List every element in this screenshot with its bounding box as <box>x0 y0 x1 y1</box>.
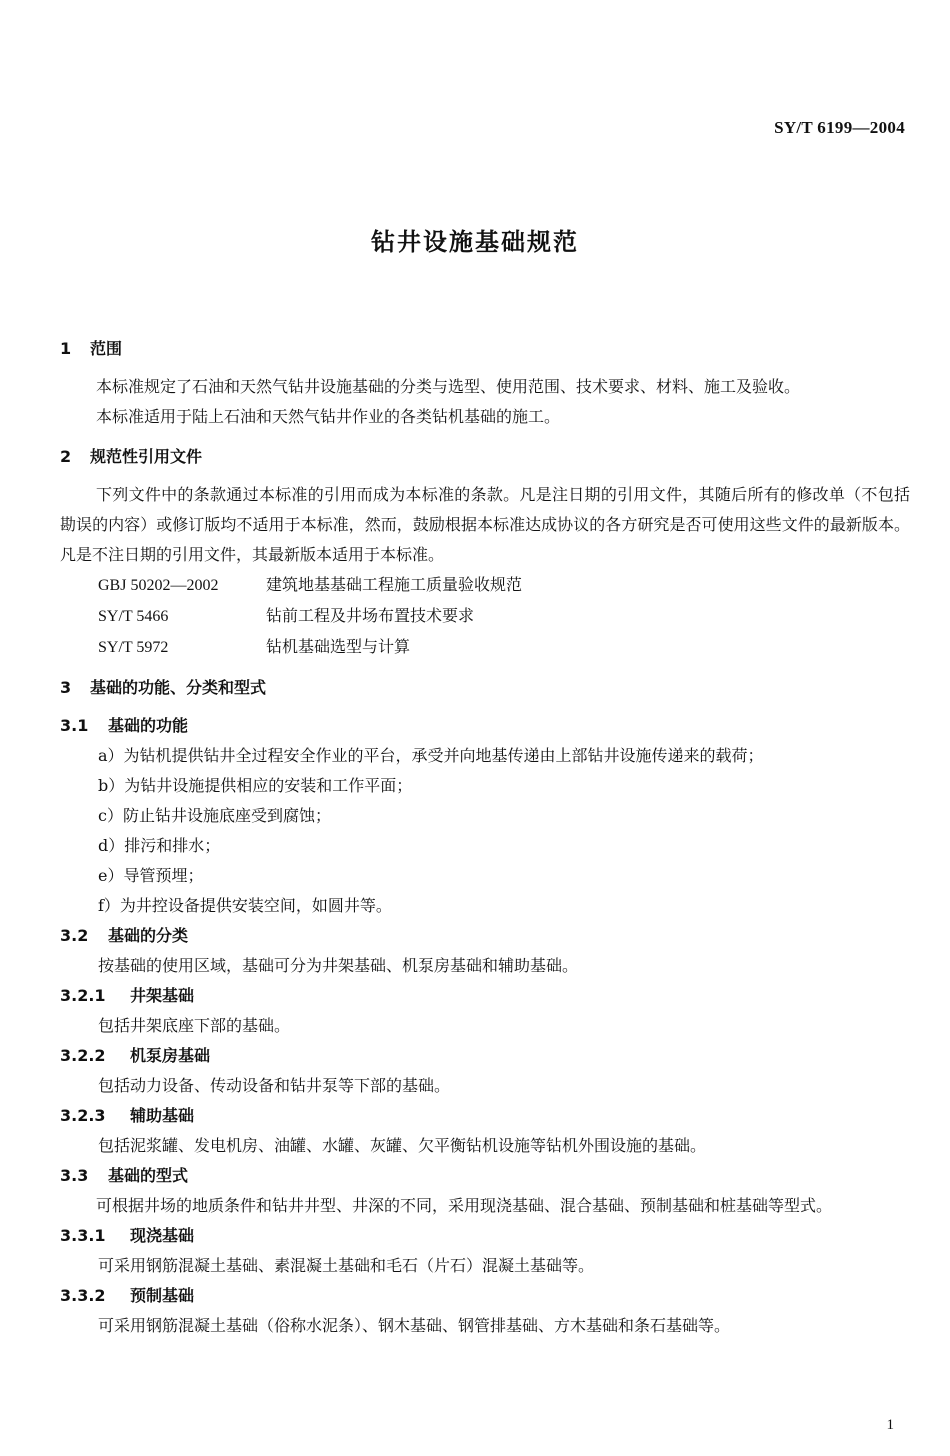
clause-heading <box>60 981 910 1011</box>
section-title: 基础的功能、分类和型式 <box>90 678 267 697</box>
clause-heading <box>60 1221 910 1251</box>
section-title: 范围 <box>90 339 123 358</box>
clause-number: 3.2.2 <box>60 1046 106 1065</box>
clause-number: 3.3.1 <box>60 1226 106 1245</box>
section-number: 2 <box>60 447 72 466</box>
clause-heading <box>60 1281 910 1311</box>
section-heading <box>60 442 910 472</box>
clause-number: 3.2.3 <box>60 1106 106 1125</box>
section-heading <box>60 334 910 364</box>
section-heading <box>60 673 910 703</box>
paragraph: 下列文件中的条款通过本标准的引用而成为本标准的条款。凡是注日期的引用文件，其随后所有的修改单（不包括勘误的内容）或修订版均不适用于本标准，然而，鼓励根据本标准达成协议的各方研究是否可使用这些文件的最新版本。凡是不注日期的引用文件，其最新版本适用于本标准。 <box>60 485 910 564</box>
list-item: a）为钻机提供钻井全过程安全作业的平台，承受并向地基传递由上部钻井设施传递来的载荷； <box>98 746 764 765</box>
list-item: c）防止钻井设施底座受到腐蚀； <box>98 806 331 825</box>
page-number: 1 <box>886 1417 894 1433</box>
clause-title: 机泵房基础 <box>130 1046 211 1065</box>
reference-title: 钻机基础选型与计算 <box>266 637 411 656</box>
subsection-number: 3.3 <box>60 1166 89 1185</box>
section-number: 1 <box>60 339 72 358</box>
clause-heading <box>60 1101 910 1131</box>
section-title: 规范性引用文件 <box>90 447 203 466</box>
standard-code: SY/T 6199—2004 <box>774 118 905 137</box>
clause-title: 井架基础 <box>130 986 195 1005</box>
section-number: 3 <box>60 678 72 697</box>
document-title: 钻井设施基础规范 <box>371 228 579 256</box>
clause-title: 现浇基础 <box>130 1226 195 1245</box>
subsection-number: 3.1 <box>60 716 89 735</box>
list-item: e）导管预埋； <box>98 866 204 885</box>
list-item: f）为井控设备提供安装空间，如圆井等。 <box>98 896 392 915</box>
list-item: b）为钻井设施提供相应的安装和工作平面； <box>98 776 413 795</box>
paragraph: 本标准适用于陆上石油和天然气钻井作业的各类钻机基础的施工。 <box>96 407 561 426</box>
paragraph: 可采用钢筋混凝土基础（俗称水泥条）、钢木基础、钢管排基础、方木基础和条石基础等。 <box>98 1316 731 1335</box>
subsection-heading <box>60 1161 910 1191</box>
list-item: d）排污和排水； <box>98 836 221 855</box>
clause-title: 预制基础 <box>130 1286 195 1305</box>
reference-code: GBJ 50202—2002 <box>98 577 219 594</box>
reference-title: 建筑地基基础工程施工质量验收规范 <box>266 575 523 594</box>
paragraph: 包括泥浆罐、发电机房、油罐、水罐、灰罐、欠平衡钻机设施等钻机外围设施的基础。 <box>98 1136 707 1155</box>
paragraph: 本标准规定了石油和天然气钻井设施基础的分类与选型、使用范围、技术要求、材料、施工及验收。 <box>96 377 801 396</box>
paragraph: 按基础的使用区域，基础可分为井架基础、机泵房基础和辅助基础。 <box>98 956 579 975</box>
subsection-title: 基础的型式 <box>108 1166 189 1185</box>
clause-title: 辅助基础 <box>130 1106 195 1125</box>
paragraph: 可根据井场的地质条件和钻井井型、井深的不同，采用现浇基础、混合基础、预制基础和桩基础等型式。 <box>96 1196 833 1215</box>
reference-title: 钻前工程及井场布置技术要求 <box>266 606 475 625</box>
paragraph: 包括动力设备、传动设备和钻井泵等下部的基础。 <box>98 1076 451 1095</box>
document-body <box>60 324 910 1341</box>
reference-code: SY/T 5466 <box>98 608 169 625</box>
clause-number: 3.2.1 <box>60 986 106 1005</box>
clause-number: 3.3.2 <box>60 1286 106 1305</box>
paragraph: 可采用钢筋混凝土基础、素混凝土基础和毛石（片石）混凝土基础等。 <box>98 1256 595 1275</box>
subsection-heading <box>60 711 910 741</box>
subsection-heading <box>60 921 910 951</box>
reference-item <box>60 601 910 632</box>
subsection-title: 基础的功能 <box>108 716 189 735</box>
reference-code: SY/T 5972 <box>98 639 169 656</box>
reference-item <box>60 632 910 663</box>
subsection-number: 3.2 <box>60 926 89 945</box>
subsection-title: 基础的分类 <box>108 926 189 945</box>
reference-item <box>60 570 910 601</box>
paragraph: 包括井架底座下部的基础。 <box>98 1016 291 1035</box>
clause-heading <box>60 1041 910 1071</box>
